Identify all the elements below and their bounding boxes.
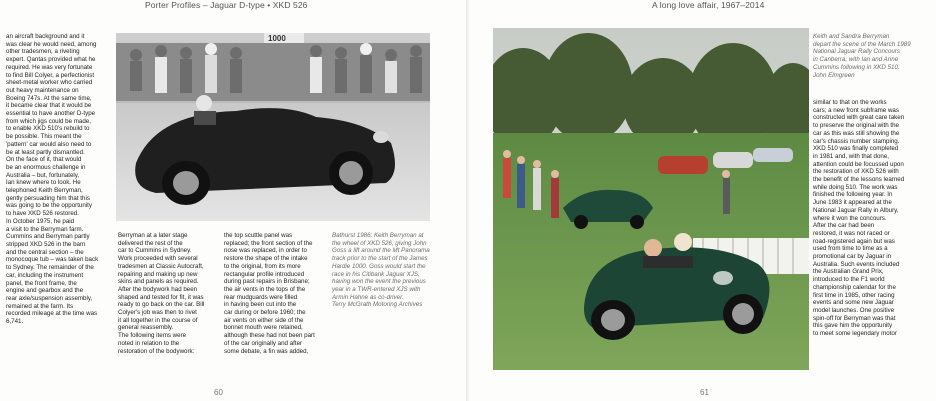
right-column: similar to that on the works cars; a new front subframe was constructed with great care taken to preserve the original with the car as this was still showing the car's chassis number stamping. XKD 510 was finally completed in 1981 and, with that done, attention could be focussed upon the restoration of XKD 526 with the benefit of the lessons learned while doing 510. The work was finished the following year. In June 1983 it appeared at the National Jaguar Rally in Albury, where it won the concours. After the car had been restored, it was not raced or road-registered again but was used from time to time as a promotional car by Jaguar in Australia. Such events included the Australian Grand Prix, introduced to the F1 world championship calendar for the first time in 1985, other racing events and some new Jaguar model launches. One positive spin-off for Berryman was that this gave him the opportunity to meet some legendary motor: [813, 99, 905, 338]
concours-colour-photo: [493, 28, 809, 370]
page-number-left: 60: [214, 388, 223, 397]
photo-caption-right: Keith and Sandra Berryman depart the scene of the March 1989 National Jaguar Rally Concours in Canberra, with Ian and Anne Cummins following in XKD 510. John Elmgreen: [813, 33, 911, 79]
left-page: [0, 0, 466, 401]
running-head-right: A long love affair, 1967–2014: [652, 0, 765, 10]
running-head-left: Porter Profiles – Jaguar D-type • XKD 526: [145, 0, 308, 10]
left-column-1: an aircraft background and it was clear he would need, among other tradesmen, a riveting expert. Qantas provided what he required. He was very fortunate to find Bill Colyer, a perfectionist sheet-metal worker who carried out heavy maintenance on Boeing 747s. At the same time, it became clear that it would be essential to have another D-type from which jigs could be made, to enable XKD 510's rebuild to be possible. This meant the 'pattern' car would also need to be at least partly dismantled. On the face of it, that would be an enormous challenge in Australia – but, fortunately, Ian knew where to look. He telephoned Keith Berryman, gently persuading him that this was going to be the opportunity to have XKD 526 restored. In October 1975, he paid a visit to the Berryman farm. Cummins and Berryman partly stripped XKD 526 in the barn and the central section – the monocoque tub – was taken back to Sydney. The remainder of the car, including the instrument panel, the front frame, the engine and gearbox and the rear axle/suspension assembly, remained at the farm. Its recorded mileage at the time was 6,741.: [6, 33, 99, 326]
left-column-3: the top scuttle panel was replaced; the front section of the nose was replaced, in order to restore the shape of the intake to the original, from its more rectangular profile introduced during past repairs in Brisbane; the air vents in the tops of the rear mudguards were filled in having been cut into the car during or before 1960; the air vents on either side of the bonnet mouth were retained, although these had not been part of the car originally and after some debate, a fin was added,: [224, 232, 315, 355]
right-page: [470, 0, 936, 401]
page-number-right: 61: [700, 388, 709, 397]
left-column-2: Berryman at a later stage delivered the rest of the car to Cummins in Sydney. Work proceeded with several tradesmen at Classic Autocraft, repairing and making up new skins and panels as required. After the bodywork had been shaped and tested for fit, it was ready to go back on the car. Bill Colyer's job was then to rivet it all together in the course of general reassembly. The following items were noted in relation to the restoration of the bodywork:: [118, 232, 205, 355]
banner-text: 1000: [268, 34, 286, 43]
bathurst-bw-photo: [116, 33, 430, 221]
photo-caption-left: Bathurst 1986: Keith Berryman at the wheel of XKD 526, giving John Goss a lift around the Mt Panorama track prior to the start of the James Hardie 1000. Goss would start the race in his Citibank Jaguar XJS, having won the event the previous year in a TWR-entered XJS with Armin Hahne as co-driver. Terry McGrath Motoring Archives: [332, 232, 430, 309]
